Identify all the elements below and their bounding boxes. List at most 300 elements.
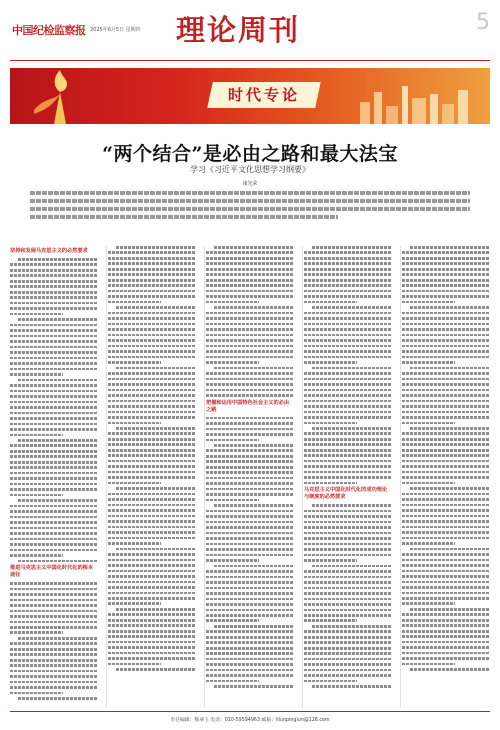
text-line [10, 296, 98, 299]
text-line [206, 312, 294, 315]
text-line [402, 564, 490, 567]
text-line [10, 648, 98, 651]
text-line [10, 274, 98, 277]
text-line [108, 602, 161, 605]
text-line [402, 438, 490, 441]
text-line [10, 626, 98, 629]
text-line [206, 598, 294, 601]
text-line [108, 476, 196, 479]
text-line [10, 423, 98, 426]
text-line [108, 570, 196, 573]
text-line [108, 652, 196, 655]
text-line [206, 663, 294, 666]
text-line [116, 246, 196, 249]
text-line [304, 273, 392, 276]
text-line [206, 378, 294, 381]
text-line [108, 438, 196, 441]
text-line [108, 279, 196, 282]
text-line [304, 614, 392, 617]
text-line [304, 438, 392, 441]
text-line [10, 510, 98, 513]
text-line [10, 472, 98, 475]
text-line [304, 609, 392, 612]
text-line [304, 411, 392, 414]
article-body [10, 246, 490, 708]
text-line [108, 663, 161, 666]
text-line [304, 400, 392, 403]
text-line [206, 499, 259, 502]
text-line [108, 619, 196, 622]
text-line [18, 439, 98, 442]
text-line [10, 675, 98, 678]
text-line [108, 389, 196, 392]
text-line [10, 417, 98, 420]
text-line [304, 554, 392, 557]
text-line [108, 284, 196, 287]
text-line [402, 405, 490, 408]
text-line [402, 262, 490, 265]
section-title: 理论周刊 [176, 13, 301, 47]
text-line [116, 608, 196, 611]
text-line [402, 597, 490, 600]
text-line [402, 613, 490, 616]
text-line [402, 581, 490, 584]
text-line [10, 401, 98, 404]
text-line [402, 515, 490, 518]
text-line [304, 559, 357, 562]
text-line [402, 284, 490, 287]
text-line [206, 339, 294, 342]
text-line [108, 542, 161, 545]
text-line [206, 592, 294, 595]
text-line [30, 215, 338, 219]
text-line [206, 317, 294, 320]
text-line [214, 625, 294, 628]
headline: “两个结合”是必由之路和最大法宝 [102, 143, 398, 165]
text-line [304, 405, 392, 408]
text-line [108, 361, 161, 364]
text-line [402, 498, 490, 501]
text-line [206, 449, 294, 452]
text-line [10, 615, 98, 618]
text-line [10, 307, 98, 310]
text-line [10, 527, 98, 530]
text-line [10, 621, 98, 624]
text-line [206, 433, 294, 436]
text-line [402, 526, 490, 529]
text-line [206, 295, 294, 298]
text-line [108, 515, 196, 518]
text-line [10, 263, 98, 266]
text-line [312, 367, 392, 370]
text-line [402, 635, 490, 638]
text-line [304, 576, 392, 579]
text-line [402, 290, 490, 293]
text-line [402, 509, 490, 512]
text-line [304, 680, 357, 683]
text-line [214, 565, 294, 568]
text-line [304, 372, 392, 375]
text-line [206, 273, 294, 276]
text-line [116, 427, 196, 430]
text-line [402, 652, 490, 655]
text-line [206, 328, 294, 331]
text-line [206, 630, 294, 633]
text-line [304, 301, 357, 304]
text-line [206, 350, 294, 353]
text-line [108, 295, 196, 298]
text-line [402, 334, 490, 337]
text-line [206, 674, 294, 677]
text-line [402, 372, 490, 375]
text-line [304, 521, 392, 524]
text-line [10, 450, 98, 453]
text-line [402, 301, 455, 304]
text-line [206, 669, 294, 672]
text-line [402, 383, 490, 386]
text-line [108, 559, 196, 562]
text-line [108, 422, 161, 425]
torch-icon [24, 70, 94, 124]
text-line [304, 416, 392, 419]
text-line [402, 482, 455, 485]
text-line [10, 285, 98, 288]
text-line [410, 548, 490, 551]
text-line [108, 405, 196, 408]
text-line [304, 619, 357, 622]
text-line [206, 290, 294, 293]
text-line [206, 581, 294, 584]
text-line [304, 537, 392, 540]
text-column [206, 246, 294, 708]
text-line [10, 642, 98, 645]
text-line [10, 329, 98, 332]
text-line [402, 465, 490, 468]
text-line [10, 444, 98, 447]
text-line [312, 685, 392, 688]
text-line [10, 538, 98, 541]
text-line [410, 487, 490, 490]
text-line [206, 257, 294, 260]
text-line [10, 390, 98, 393]
text-line [10, 653, 98, 656]
text-line [402, 432, 490, 435]
text-line [108, 553, 196, 556]
masthead [0, 0, 500, 60]
text-line [10, 659, 98, 662]
footer-rule [10, 711, 490, 712]
column-divider [302, 246, 303, 708]
text-line [402, 449, 490, 452]
text-line [402, 273, 490, 276]
text-line [10, 313, 63, 316]
text-line [206, 587, 294, 590]
text-line [304, 510, 392, 513]
text-line [206, 658, 294, 661]
text-line [108, 383, 196, 386]
text-line [108, 520, 196, 523]
text-line [30, 191, 470, 195]
text-line [402, 520, 490, 523]
text-line [108, 317, 196, 320]
text-line [10, 395, 98, 398]
text-line [206, 510, 294, 513]
text-line [206, 488, 294, 491]
text-line [304, 482, 357, 485]
text-line [402, 411, 490, 414]
text-line [108, 641, 196, 644]
text-line [206, 334, 294, 337]
text-line [10, 521, 98, 524]
text-line [10, 269, 98, 272]
text-line [402, 443, 490, 446]
text-line [402, 400, 490, 403]
text-line [206, 521, 294, 524]
text-line [10, 670, 98, 673]
text-line [304, 603, 392, 606]
text-line [402, 646, 490, 649]
text-line [304, 389, 392, 392]
text-line [10, 357, 98, 360]
text-line [304, 290, 392, 293]
text-line [18, 379, 98, 382]
text-line [108, 372, 196, 375]
text-line [10, 543, 98, 546]
text-line [206, 526, 294, 529]
text-line [10, 516, 98, 519]
text-line [304, 251, 392, 254]
text-line [304, 422, 357, 425]
text-line [304, 443, 392, 446]
text-line [108, 630, 196, 633]
text-line [304, 383, 392, 386]
text-line [304, 257, 392, 260]
text-line [304, 592, 392, 595]
text-line [304, 630, 392, 633]
text-line [206, 570, 294, 573]
masthead-rule [10, 60, 490, 61]
text-line [304, 284, 392, 287]
text-line [206, 609, 294, 612]
text-line [10, 428, 98, 431]
text-line [304, 570, 392, 573]
text-line [402, 454, 490, 457]
text-line [206, 422, 294, 425]
text-line [206, 477, 294, 480]
text-line [10, 455, 98, 458]
text-line [108, 454, 196, 457]
text-line [108, 504, 196, 507]
column-divider [204, 246, 205, 708]
text-line [402, 641, 490, 644]
text-line [10, 335, 98, 338]
text-line [116, 487, 196, 490]
text-line [108, 465, 196, 468]
text-line [304, 454, 392, 457]
text-line [402, 553, 490, 556]
text-line [402, 619, 490, 622]
text-line [10, 532, 98, 535]
text-line [304, 476, 392, 479]
text-line [304, 339, 392, 342]
text-line [10, 631, 63, 634]
text-line [108, 482, 161, 485]
text-line [402, 345, 490, 348]
date-line: 2025年6月5日 星期四 [90, 27, 141, 33]
author: 康光荣 [242, 181, 258, 187]
text-line [108, 268, 196, 271]
text-line [304, 532, 392, 535]
text-line [304, 465, 392, 468]
text-line [206, 493, 294, 496]
text-line [304, 295, 392, 298]
text-line [312, 246, 392, 249]
text-line [108, 323, 196, 326]
text-line [402, 317, 490, 320]
text-line [214, 306, 294, 309]
text-line [304, 268, 392, 271]
text-line [10, 588, 98, 591]
text-line [108, 493, 196, 496]
text-line [10, 681, 98, 684]
text-line [206, 323, 294, 326]
text-line [206, 614, 294, 617]
text-line [18, 637, 98, 640]
text-line [402, 394, 490, 397]
text-line [10, 324, 98, 327]
text-line [402, 350, 490, 353]
footer: 责任编辑：熊翠玉 电话：010-59594963 邮箱：lilunpinglun@126.com [170, 718, 330, 723]
text-line [10, 488, 98, 491]
text-line [108, 443, 196, 446]
text-line [304, 658, 392, 661]
text-line [10, 291, 98, 294]
text-line [10, 302, 98, 305]
text-line [10, 604, 98, 607]
text-line [108, 416, 196, 419]
text-line [108, 613, 196, 616]
text-line [206, 394, 294, 397]
text-line [410, 608, 490, 611]
text-line [206, 268, 294, 271]
text-line [10, 461, 98, 464]
text-line [312, 565, 392, 568]
text-line [108, 509, 196, 512]
paper-name: 中国纪检监察报 [12, 24, 86, 37]
text-line [30, 199, 470, 203]
text-line [402, 422, 455, 425]
text-line [304, 432, 392, 435]
text-line [402, 416, 490, 419]
text-line [304, 515, 392, 518]
column-tag: 时代专论 [207, 82, 321, 108]
text-line [108, 394, 196, 397]
text-line [108, 460, 196, 463]
text-line [108, 531, 196, 534]
text-line [108, 290, 196, 293]
text-line [304, 581, 392, 584]
text-line [108, 251, 196, 254]
text-line [18, 318, 98, 321]
text-line [402, 257, 490, 260]
text-line [108, 257, 196, 260]
text-line [402, 575, 490, 578]
column-banner [10, 68, 490, 124]
text-line [108, 624, 196, 627]
text-line [108, 537, 196, 540]
text-line [304, 356, 392, 359]
text-line [402, 504, 490, 507]
text-line [108, 575, 196, 578]
text-line [206, 680, 259, 683]
text-line [10, 692, 63, 695]
text-line [304, 345, 392, 348]
text-line [108, 312, 196, 315]
text-line [30, 207, 470, 211]
text-line [304, 262, 392, 265]
text-line [304, 526, 392, 529]
text-line [304, 598, 392, 601]
text-line [10, 346, 98, 349]
text-line [116, 668, 196, 671]
text-line [304, 587, 392, 590]
text-line [10, 549, 98, 552]
text-line [108, 592, 196, 595]
text-line [18, 697, 98, 700]
text-line [10, 412, 98, 415]
text-line [116, 548, 196, 551]
text-line [10, 466, 98, 469]
text-line [108, 432, 196, 435]
text-line [402, 602, 455, 605]
column-divider [400, 246, 401, 708]
text-line [304, 652, 392, 655]
text-line [312, 306, 392, 309]
section-subhead: 把握和运用中国特色社会主义的必由之路 [206, 399, 290, 413]
text-line [116, 367, 196, 370]
text-line [304, 317, 392, 320]
text-line [108, 350, 196, 353]
text-line [304, 394, 392, 397]
abstract-block [30, 191, 470, 231]
text-line [206, 345, 294, 348]
text-line [402, 378, 490, 381]
text-column [10, 246, 98, 708]
text-line [402, 531, 490, 534]
text-line [312, 625, 392, 628]
text-line [410, 668, 490, 671]
text-line [10, 368, 98, 371]
text-line [410, 306, 490, 309]
text-line [10, 610, 98, 613]
text-line [402, 251, 490, 254]
text-line [10, 362, 98, 365]
text-line [304, 350, 392, 353]
column-divider [106, 246, 107, 708]
text-line [108, 262, 196, 265]
text-line [214, 504, 294, 507]
text-line [206, 471, 294, 474]
text-line [410, 427, 490, 430]
text-line [402, 389, 490, 392]
text-line [10, 384, 98, 387]
text-line [18, 560, 98, 563]
text-line [410, 367, 490, 370]
section-subhead: 推进马克思主义中国化时代化的根本途径 [10, 565, 94, 579]
text-line [206, 532, 294, 535]
text-line [108, 635, 196, 638]
text-line [206, 383, 294, 386]
